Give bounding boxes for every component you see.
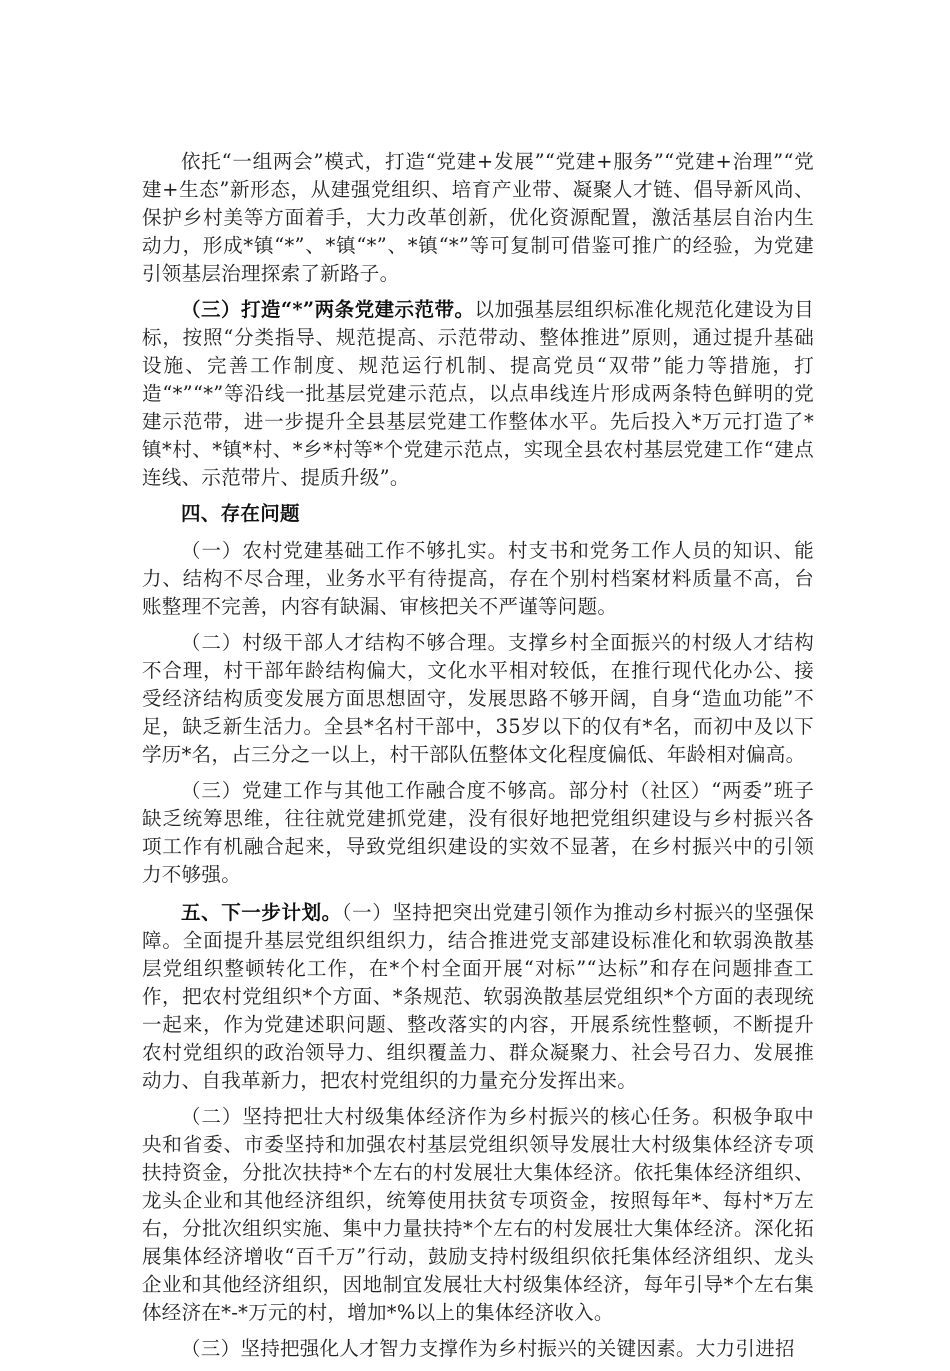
section-heading-existing-problems: 四、存在问题 <box>181 502 300 525</box>
paragraph-demonstration-belt <box>142 296 814 492</box>
paragraph-problem-1: （一）农村党建基础工作不够扎实。村支书和党务工作人员的知识、能力、结构不尽合理，业务水平有待提高，存在个别村档案材料质量不高，台账整理不完善，内容有缺漏、审核把关不严谨等问题。 <box>142 539 814 618</box>
document-body <box>142 148 814 1371</box>
paragraph-collective-economy: （二）坚持把壮大村级集体经济作为乡村振兴的核心任务。积极争取中央和省委、市委坚持和加强农村基层党组织领导发展壮大村级集体经济专项扶持资金，分批次扶持*个左右的村发展壮大集体经济。依托集体经济组织、龙头企业和其他经济组织，统筹使用扶贫专项资金，按照每年*、每村*万左右，分批次组织实施、集中力量扶持*个左右的村发展壮大集体经济。深化拓展集体经济增收“百千万”行动，鼓励支持村级组织依托集体经济组织、龙头企业和其他经济组织，因地制宜发展壮大村级集体经济，每年引导*个左右集体经济在*-*万元的村，增加*%以上的集体经济收入。 <box>142 1105 814 1324</box>
paragraph-problem-2: （二）村级干部人才结构不够合理。支撑乡村全面振兴的村级人才结构不合理，村干部年龄结构偏大，文化水平相对较低，在推行现代化办公、接受经济结构质变发展方面思想固守，发展思路不够开阔，自身“造血功能”不足，缺乏新生活力。全县*名村干部中，35岁以下的仅有*名，而初中及以下学历*名，占三分之一以上，村干部队伍整体文化程度偏低、年龄相对偏高。 <box>142 631 814 766</box>
section-lead-demonstration-belt: （三）打造“*”两条党建示范带。 <box>181 298 475 321</box>
section-body-demonstration-belt: 以加强基层组织标准化规范化建设为目标，按照“分类指导、规范提高、示范带动、整体推进”原则，通过提升基础设施、完善工作制度、规范运行机制、提高党员“双带”能力等措施，打造“*”“*”等沿线一批基层党建示范点，以点串线连片形成两条特色鲜明的党建示范带，进一步提升全县基层党建工作整体水平。先后投入*万元打造了*镇*村、*镇*村、*乡*村等*个党建示范点，实现全县农村基层党建工作“建点连线、示范带片、提质升级”。 <box>142 298 814 489</box>
section-body-next-plan: （一）坚持把突出党建引领作为推动乡村振兴的坚强保障。全面提升基层党组织组织力，结合推进党支部建设标准化和软弱涣散基层党组织整顿转化工作，在*个村全面开展“对标”“达标”和存在问题排查工作，把农村党组织*个方面、*条规范、软弱涣散基层党组织*个方面的表现统一起来，作为党建述职问题、整改落实的内容，开展系统性整顿，不断提升农村党组织的政治领导力、组织覆盖力、群众凝聚力、社会号召力、发展推动力、自我革新力，把农村党组织的力量充分发挥出来。 <box>142 901 814 1092</box>
section-heading-next-plan: 五、下一步计划。 <box>181 901 342 924</box>
paragraph-party-building-model: 依托“一组两会”模式，打造“党建+发展”“党建+服务”“党建+治理”“党建+生态”新形态，从建强党组织、培育产业带、凝聚人才链、倡导新风尚、保护乡村美等方面着手，大力改革创新，优化资源配置，激活基层自治内生动力，形成*镇“*”、*镇“*”、*镇“*”等可复制可借鉴可推广的经验，为党建引领基层治理探索了新路子。 <box>142 150 814 285</box>
paragraph-talent-support: （三）坚持把强化人才智力支撑作为乡村振兴的关键因素。大力引进招 <box>181 1337 795 1360</box>
paragraph-problem-3: （三）党建工作与其他工作融合度不够高。部分村（社区）“两委”班子缺乏统筹思维，往往就党建抓党建，没有很好地把党组织建设与乡村振兴各项工作有机融合起来，导致党组织建设的实效不显著，在乡村振兴中的引领力不够强。 <box>142 779 814 886</box>
paragraph-next-plan <box>142 899 814 1095</box>
